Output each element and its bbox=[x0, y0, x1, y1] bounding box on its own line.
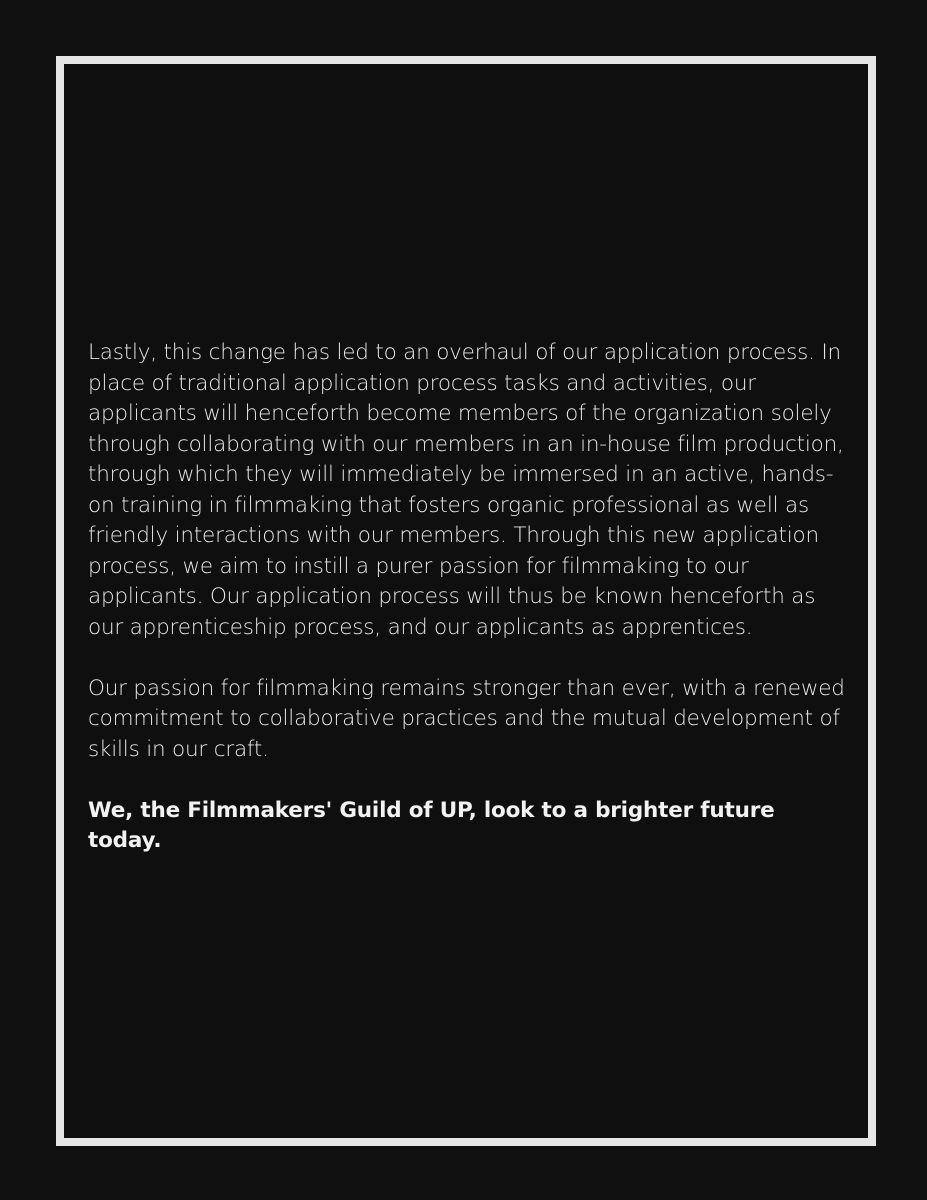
paragraph-passion: Our passion for filmmaking remains stronger than ever, with a renewed commitment to collaborative practices and the mutual development of skills in our craft. bbox=[88, 675, 845, 762]
document-body bbox=[88, 338, 848, 857]
paragraph-application-process: Lastly, this change has led to an overhaul of our application process. In place of traditional application process tasks and activities, our applicants will henceforth become members of the organization solely through collaborating with our members in an in-house film production, through which they will immediately be immersed in an active, hands-on training in filmmaking that fosters organic professional as well as friendly interactions with our members. Through this new application process, we aim to instill a purer passion for filmmaking to our applicants. Our application process will thus be known henceforth as our apprenticeship process, and our applicants as apprentices. bbox=[88, 340, 844, 640]
closing-statement: We, the Filmmakers' Guild of UP, look to a brighter future today. bbox=[88, 797, 775, 853]
